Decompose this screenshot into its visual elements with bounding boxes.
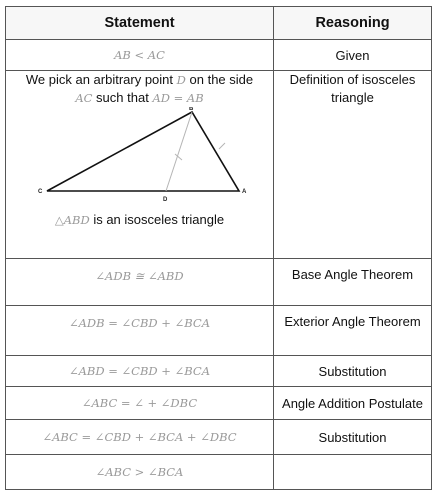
proof-row	[6, 455, 432, 490]
reasoning-cell: Angle Addition Postulate	[274, 387, 432, 420]
reasoning-cell	[274, 455, 432, 490]
statement-cell	[6, 455, 274, 490]
statement-text: on the side	[189, 72, 254, 87]
proof-table	[5, 6, 432, 490]
reasoning-cell: Substitution	[274, 420, 432, 455]
statement-line-2	[6, 89, 273, 107]
proof-row	[6, 420, 432, 455]
triangle-abd-math: △ABD	[54, 213, 90, 227]
proof-row	[6, 356, 432, 387]
statement-cell	[6, 356, 274, 387]
statement-math: ∠ABC = ∠CBD + ∠BCA + ∠DBC	[42, 430, 237, 444]
side-ac-math: AC	[75, 91, 93, 105]
label-b: B	[188, 107, 193, 112]
statement-cell	[6, 420, 274, 455]
statement-text: We pick an arbitrary point	[25, 72, 174, 87]
proof-row-figure	[6, 71, 432, 259]
statement-math: ∠ADB = ∠CBD + ∠BCA	[68, 316, 210, 330]
reasoning-header: Reasoning	[274, 7, 432, 40]
tick-mark-ba	[219, 143, 225, 149]
statement-math: ∠ABC = ∠ + ∠DBC	[81, 396, 198, 410]
reasoning-cell: Definition of isosceles triangle	[274, 71, 432, 259]
ad-equals-ab-math: AD = AB	[152, 91, 204, 105]
proof-row	[6, 387, 432, 420]
statement-math: ∠ADB ≅ ∠ABD	[95, 269, 184, 283]
triangle-abc	[47, 112, 239, 191]
statement-math: ∠ABC > ∠BCA	[95, 465, 184, 479]
statement-conclusion	[6, 211, 273, 229]
reasoning-cell: Given	[274, 40, 432, 71]
label-a: A	[241, 189, 246, 195]
statement-cell	[6, 387, 274, 420]
statement-math: ∠ABD = ∠CBD + ∠BCA	[68, 364, 210, 378]
statement-math: AB < AC	[114, 48, 165, 62]
proof-row	[6, 40, 432, 71]
header-row	[6, 7, 432, 40]
statement-cell	[6, 40, 274, 71]
statement-text: is an isosceles triangle	[93, 212, 225, 227]
proof-row	[6, 259, 432, 306]
statement-header: Statement	[6, 7, 274, 40]
statement-cell	[6, 71, 274, 259]
triangle-diagram	[30, 107, 250, 207]
reasoning-cell: Exterior Angle Theorem	[274, 306, 432, 356]
reasoning-cell: Substitution	[274, 356, 432, 387]
statement-cell	[6, 306, 274, 356]
reasoning-cell: Base Angle Theorem	[274, 259, 432, 306]
label-c: C	[37, 189, 42, 195]
proof-row	[6, 306, 432, 356]
point-d-math: D	[176, 73, 186, 87]
statement-text: such that	[96, 90, 149, 105]
label-d: D	[162, 197, 167, 203]
statement-line-1	[6, 71, 273, 89]
statement-cell	[6, 259, 274, 306]
